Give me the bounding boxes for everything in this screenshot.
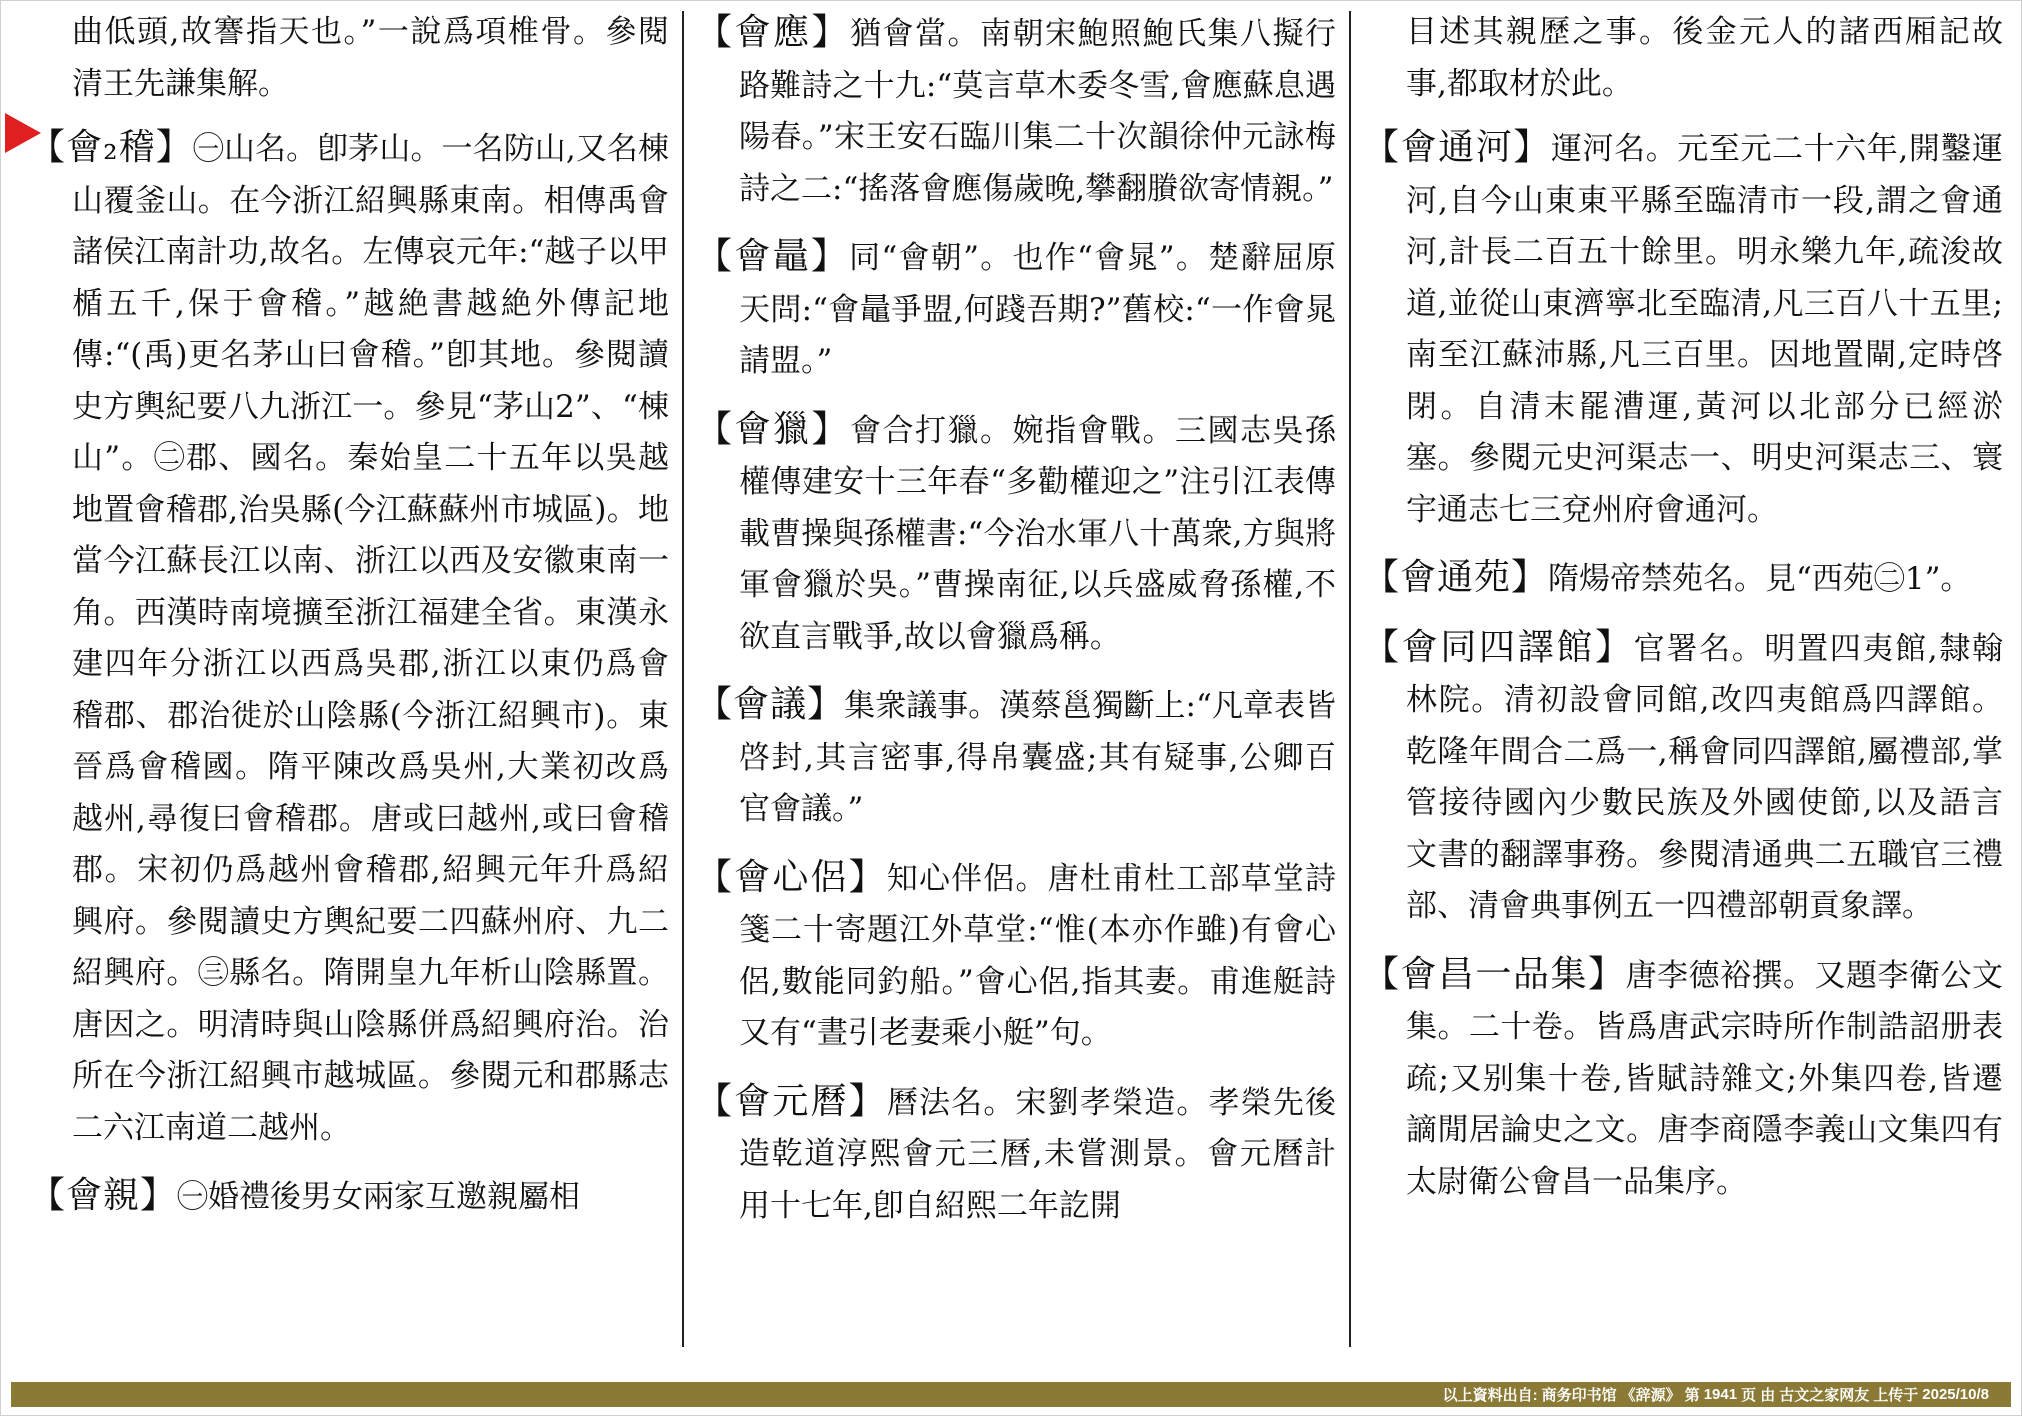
entry-text <box>1363 122 2003 536</box>
entry-text <box>29 122 669 1154</box>
entry-definition: 官署名。明置四夷館,隸翰林院。清初設會同館,改四夷館爲四譯館。乾隆年間合二爲一,稱會同四譯館,屬禮部,掌管接待國內少數民族及外國使節,以及語言文書的翻譯事務。參閱清通典二五職官三禮部、清會典事例五一四禮部朝貢象譯。 <box>1406 630 2003 924</box>
footer-book: 《辞源》 <box>1620 1387 1681 1404</box>
entry-definition: 會合打獵。婉指會戰。三國志吳孫權傳建安十三年春“多勸權迎之”注引江表傳載曹操與孫權書:“今治水軍八十萬衆,方與將軍會獵於吳。”曹操南征,以兵盛威脅孫權,不欲直言戰爭,故以會獵爲稱。 <box>739 412 1336 655</box>
entry-huitonghe <box>1363 122 2003 536</box>
entry-text <box>696 679 1336 836</box>
entry-text <box>696 231 1336 388</box>
entry-huiyi <box>696 679 1336 836</box>
footer-uploader: 古文之家网友 <box>1779 1387 1870 1404</box>
entry-headword: 【會議】 <box>696 684 845 725</box>
column-2 <box>696 7 1336 1347</box>
footer-page-label: 第 <box>1684 1387 1700 1404</box>
entry-definition: 集衆議事。漢蔡邕獨斷上:“凡章表皆啓封,其言密事,得帛囊盛;其有疑事,公卿百官會議。” <box>739 688 1336 827</box>
entry-definition: 唐李德裕撰。又題李衛公文集。二十卷。皆爲唐武宗時所作制誥詔册表疏;又别集十卷,皆賦詩雜文;外集四卷,皆遷謫閒居論史之文。唐李商隱李義山文集四有太尉衛公會昌一品集序。 <box>1406 957 2003 1200</box>
entry-definition: 同“會朝”。也作“會晁”。楚辭屈原天問:“會鼂爭盟,何踐吾期?”舊校:“一作會晁請盟。” <box>739 240 1336 379</box>
column-1 <box>29 7 669 1347</box>
column-3 <box>1363 7 2003 1347</box>
entry-definition: 猶會當。南朝宋鮑照鮑氏集八擬行路難詩之十九:“莫言草木委冬雪,會應蘇息遇陽春。”宋王安石臨川集二十次韻徐仲元詠梅詩之二:“搖落會應傷歲晚,攀翻賸欲寄情親。” <box>739 16 1336 207</box>
entry-text <box>696 1076 1336 1233</box>
entry-headword: 【會₂稽】 <box>29 127 193 168</box>
entry-kuaiji <box>29 122 669 1154</box>
entry-definition: ㊀山名。卽茅山。一名防山,又名棟山覆釜山。在今浙江紹興縣東南。相傳禹會諸侯江南計功,故名。左傳哀元年:“越子以甲楯五千,保于會稽。”越絶書越絶外傳記地傳:“(禹)更名茅山曰會稽。”卽其地。參閱讀史方輿紀要八九浙江一。參見“茅山2”、“棟山”。㊁郡、國名。秦始皇二十五年以吳越地置會稽郡,治吳縣(今江蘇蘇州市城區)。地當今江蘇長江以南、浙江以西及安徽東南一角。西漢時南境擴至浙江福建全省。東漢永建四年分浙江以西爲吳郡,浙江以東仍爲會稽郡、郡治徙於山陰縣(今浙江紹興市)。東晉爲會稽國。隋平陳改爲吳州,大業初改爲越州,尋復曰會稽郡。唐或曰越州,或曰會稽郡。宋初仍爲越州會稽郡,紹興元年升爲紹興府。參閱讀史方輿紀要二四蘇州府、九二紹興府。㊂縣名。隋開皇九年析山陰縣置。唐因之。明清時與山陰縣併爲紹興府治。治所在今浙江紹興市越城區。參閱元和郡縣志二六江南道二越州。 <box>72 131 669 1146</box>
column-divider <box>682 11 684 1347</box>
entry-huiying <box>696 7 1336 215</box>
entry-huilie <box>696 404 1336 664</box>
entry-huiqin <box>29 1170 669 1224</box>
entry-text <box>29 1170 669 1224</box>
entry-text <box>696 7 1336 215</box>
entry-huixinlv <box>696 852 1336 1060</box>
entry-definition: ㊀婚禮後男女兩家互邀親屬相 <box>177 1179 581 1215</box>
footer-upload-label: 上传于 <box>1873 1387 1919 1404</box>
entry-headword: 【會元曆】 <box>696 1080 887 1122</box>
entry-huichao <box>696 231 1336 388</box>
source-footer-bar <box>11 1382 2011 1407</box>
entry-definition: 曆法名。宋劉孝榮造。孝榮先後造乾道淳熙會元三曆,未嘗測景。會元曆計用十七年,卽自紹熙二年訖開 <box>739 1084 1336 1224</box>
entry-huichangyipinji <box>1363 949 2003 1209</box>
footer-date: 2025/10/8 <box>1922 1386 1989 1403</box>
continuation-text: 目述其親歷之事。後金元人的諸西厢記故事,都取材於此。 <box>1406 14 2003 102</box>
entry-headword: 【會通苑】 <box>1363 557 1549 598</box>
entry-huitongyuan <box>1363 552 2003 606</box>
column-divider <box>1349 11 1351 1347</box>
entry-huitongsiyiguan <box>1363 622 2003 933</box>
entry-text <box>1363 949 2003 1209</box>
entry-definition: 知心伴侶。唐杜甫杜工部草堂詩箋二十寄題江外草堂:“惟(本亦作雖)有會心侶,數能同釣船。”會心侶,指其妻。甫進艇詩又有“晝引老妻乘小艇”句。 <box>739 860 1336 1051</box>
entry-text <box>1363 552 2003 606</box>
footer-prefix: 以上資料出自: <box>1442 1387 1538 1404</box>
entry-headword: 【會心侶】 <box>696 856 887 898</box>
entry-headword: 【會昌一品集】 <box>1363 953 1626 995</box>
continuation-text: 曲低頭,故謇指天也。”一說爲項椎骨。參閱清王先謙集解。 <box>72 14 669 102</box>
footer-page-suffix: 页 由 <box>1741 1387 1776 1404</box>
entry-definition: 隋煬帝禁苑名。見“西苑㊁1”。 <box>1548 561 1972 597</box>
entry-text <box>696 852 1336 1060</box>
entry-headword: 【會同四譯館】 <box>1363 626 1634 668</box>
entry-headword: 【會親】 <box>29 1175 178 1216</box>
entry-headword: 【會鼂】 <box>696 236 850 277</box>
footer-page-number: 1941 <box>1703 1386 1738 1403</box>
entry-text <box>1363 622 2003 933</box>
entry-huiyuanli <box>696 1076 1336 1233</box>
entry-definition: 運河名。元至元二十六年,開鑿運河,自今山東東平縣至臨清市一段,謂之會通河,計長二百五十餘里。明永樂九年,疏浚故道,並從山東濟寧北至臨清,凡三百八十五里;南至江蘇沛縣,凡三百里。因地置閘,定時啓閉。自清末罷漕運,黃河以北部分已經淤塞。參閱元史河渠志一、明史河渠志三、寰宇通志七三兗州府會通河。 <box>1406 131 2003 528</box>
footer-publisher: 商务印书馆 <box>1541 1387 1617 1404</box>
entry-text <box>696 404 1336 664</box>
entry-headword: 【會通河】 <box>1363 127 1551 168</box>
entry-headword: 【會獵】 <box>696 408 850 450</box>
entry-headword: 【會應】 <box>696 12 850 53</box>
